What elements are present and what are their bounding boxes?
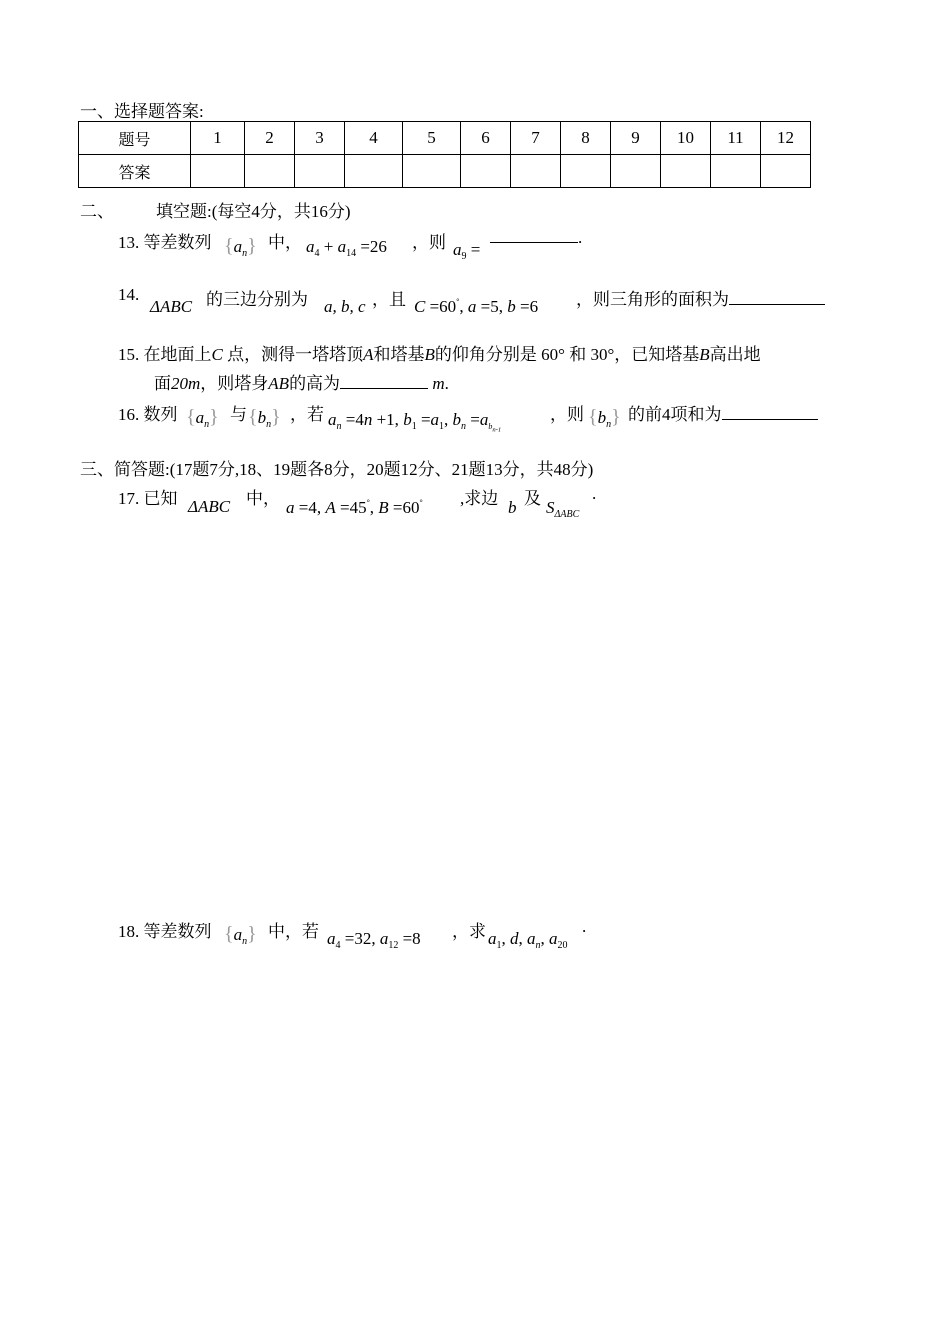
q17-condition: a =4, A =45°, B =60° bbox=[286, 498, 423, 517]
answer-cell[interactable] bbox=[761, 155, 811, 188]
answer-cell[interactable] bbox=[511, 155, 561, 188]
section2-number: 二、 bbox=[80, 202, 114, 221]
row2-label: 答案 bbox=[79, 155, 191, 188]
table-row bbox=[79, 122, 811, 155]
q17-end: . bbox=[592, 484, 597, 503]
question-15-line1: 15. 在地面上C 点，测得一塔塔顶A和塔基B的仰角分别是 60° 和 30°，已知塔基B高出地 bbox=[118, 345, 761, 364]
table-cell: 1 bbox=[191, 122, 245, 155]
table-cell: 5 bbox=[403, 122, 461, 155]
q18-sequence: $\{a_n\}$ bbox=[224, 923, 257, 947]
answer-cell[interactable] bbox=[345, 155, 403, 188]
answer-cell[interactable] bbox=[561, 155, 611, 188]
q18-text3: ，求 bbox=[452, 922, 486, 941]
q17-area: $S_{\Delta ABC}$ bbox=[546, 498, 580, 520]
q17-answer-area[interactable] bbox=[118, 525, 878, 905]
q13-text1: 等差数列 bbox=[143, 233, 212, 252]
answer-cell[interactable] bbox=[611, 155, 661, 188]
q14-triangle: ΔABC bbox=[150, 297, 193, 316]
q16-equation: $a_n =4n +1$, $b_1 =a_1$, $b_n =a_{b_{n-1}}$ bbox=[328, 410, 502, 434]
q16-text5: 的前4项和为 bbox=[628, 400, 818, 425]
table-row bbox=[79, 155, 811, 188]
question-15-line2: 面20m，则塔身AB的高为 m. bbox=[154, 374, 449, 393]
q18-condition: $a_4 =32$, $a_{12} =8$ bbox=[327, 929, 421, 951]
section2-title: 填空题:(每空4分，共16分) bbox=[156, 202, 351, 221]
q16-text4: ，则 bbox=[550, 405, 584, 424]
q15-answer-blank[interactable] bbox=[340, 374, 428, 389]
q14-answer-blank[interactable] bbox=[729, 290, 825, 305]
q18-targets: $a_1$, d, $a_n$, $a_{20}$ bbox=[488, 929, 568, 951]
row1-label: 题号 bbox=[79, 122, 191, 155]
q16-answer-blank[interactable] bbox=[722, 405, 818, 420]
q18-text2: 中，若 bbox=[268, 922, 319, 941]
q17-b: b bbox=[508, 498, 517, 517]
q13-sequence: $\{a_n\}$ bbox=[224, 235, 257, 259]
answer-cell[interactable] bbox=[661, 155, 711, 188]
answer-cell[interactable] bbox=[403, 155, 461, 188]
q13-text2: 中， bbox=[268, 233, 302, 252]
q17-text3: ,求边 bbox=[460, 489, 499, 508]
q13-target: $a_9$ = bbox=[453, 240, 481, 262]
table-cell: 9 bbox=[611, 122, 661, 155]
table-cell: 3 bbox=[295, 122, 345, 155]
answer-cell[interactable] bbox=[245, 155, 295, 188]
answer-table bbox=[78, 121, 811, 188]
q16-text2: 与 bbox=[230, 405, 247, 424]
question-17: 17. 已知 bbox=[118, 489, 178, 508]
q16-text3: ，若 bbox=[290, 405, 324, 424]
q16-seq-b2: $\{b_n\}$ bbox=[588, 406, 621, 430]
table-cell: 2 bbox=[245, 122, 295, 155]
q14-sides: a, b, c bbox=[324, 297, 366, 316]
section3-title: 三、简答题:(17题7分,18、19题各8分，20题12分、21题13分，共48分) bbox=[80, 460, 594, 479]
table-cell: 7 bbox=[511, 122, 561, 155]
question-16: 16. 数列 bbox=[118, 405, 178, 424]
table-cell: 8 bbox=[561, 122, 611, 155]
q13-number: 13. bbox=[118, 233, 140, 252]
table-cell: 11 bbox=[711, 122, 761, 155]
answer-cell[interactable] bbox=[461, 155, 511, 188]
q13-text3: ，则 bbox=[412, 233, 446, 252]
section1-title: 一、选择题答案: bbox=[80, 102, 204, 121]
q14-condition: C =60°, a =5, b =6 bbox=[414, 297, 539, 316]
q16-seq-b: $\{b_n\}$ bbox=[248, 406, 281, 430]
q16-seq-a: $\{a_n\}$ bbox=[186, 406, 219, 430]
answer-cell[interactable] bbox=[295, 155, 345, 188]
answer-cell[interactable] bbox=[711, 155, 761, 188]
q17-text4: 及 bbox=[524, 489, 541, 508]
q13-answer-blank[interactable]: . bbox=[490, 228, 582, 248]
table-cell: 10 bbox=[661, 122, 711, 155]
table-cell: 6 bbox=[461, 122, 511, 155]
q17-text2: 中， bbox=[246, 489, 280, 508]
q17-triangle: ΔABC bbox=[188, 497, 231, 516]
table-cell: 4 bbox=[345, 122, 403, 155]
table-cell: 12 bbox=[761, 122, 811, 155]
q14-text2: ，且 bbox=[372, 290, 406, 309]
q14-number: 14. bbox=[118, 285, 140, 304]
q14-text1: 的三边分别为 bbox=[206, 290, 308, 309]
answer-cell[interactable] bbox=[191, 155, 245, 188]
question-18: 18. 等差数列 bbox=[118, 922, 212, 941]
q14-text3: ，则三角形的面积为 bbox=[576, 285, 825, 310]
q18-answer-area[interactable] bbox=[118, 960, 878, 1300]
q18-end: . bbox=[582, 917, 587, 936]
question-13 bbox=[118, 228, 212, 253]
q13-equation: $a_4 + a_{14} =26$ bbox=[306, 237, 387, 259]
